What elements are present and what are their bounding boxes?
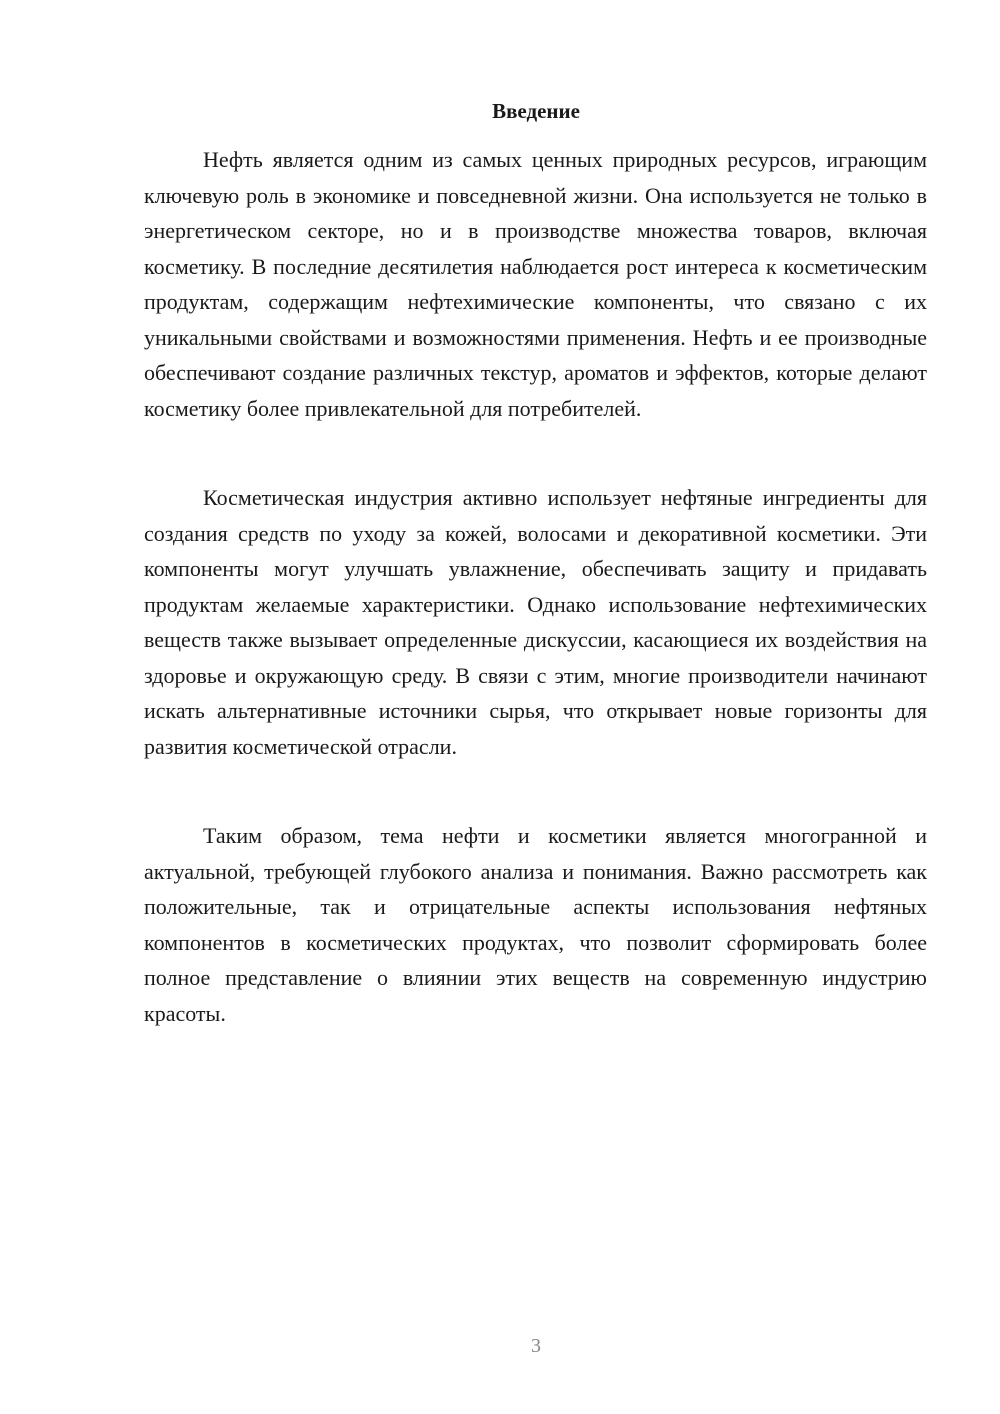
section-heading: Введение: [492, 99, 580, 123]
paragraph-3: Таким образом, тема нефти и косметики является многогранной и актуальной, требующей глубокого анализа и понимания. Важно рассмотреть как положительные, так и отрицательные аспекты использования нефтяных компонентов в косметических продуктах, что позволит сформировать более полное представление о влиянии этих веществ на современную индустрию красоты.: [144, 823, 927, 1026]
page-number: 3: [531, 1335, 541, 1357]
paragraph-2: Косметическая индустрия активно использует нефтяные ингредиенты для создания средств по уходу за кожей, волосами и декоративной косметики. Эти компоненты могут улучшать увлажнение, обеспечивать защиту и придавать продуктам желаемые характеристики. Однако использование нефтехимических веществ также вызывает определенные дискуссии, касающиеся их воздействия на здоровье и окружающую среду. В связи с этим, многие производители начинают искать альтернативные источники сырья, что открывает новые горизонты для развития косметической отрасли.: [144, 485, 927, 759]
paragraph-1: Нефть является одним из самых ценных природных ресурсов, играющим ключевую роль в экономике и повседневной жизни. Она используется не только в энергетическом секторе, но и в производстве множества товаров, включая косметику. В последние десятилетия наблюдается рост интереса к косметическим продуктам, содержащим нефтехимические компоненты, что связано с их уникальными свойствами и возможностями применения. Нефть и ее производные обеспечивают создание различных текстур, ароматов и эффектов, которые делают косметику более привлекательной для потребителей.: [144, 147, 927, 421]
